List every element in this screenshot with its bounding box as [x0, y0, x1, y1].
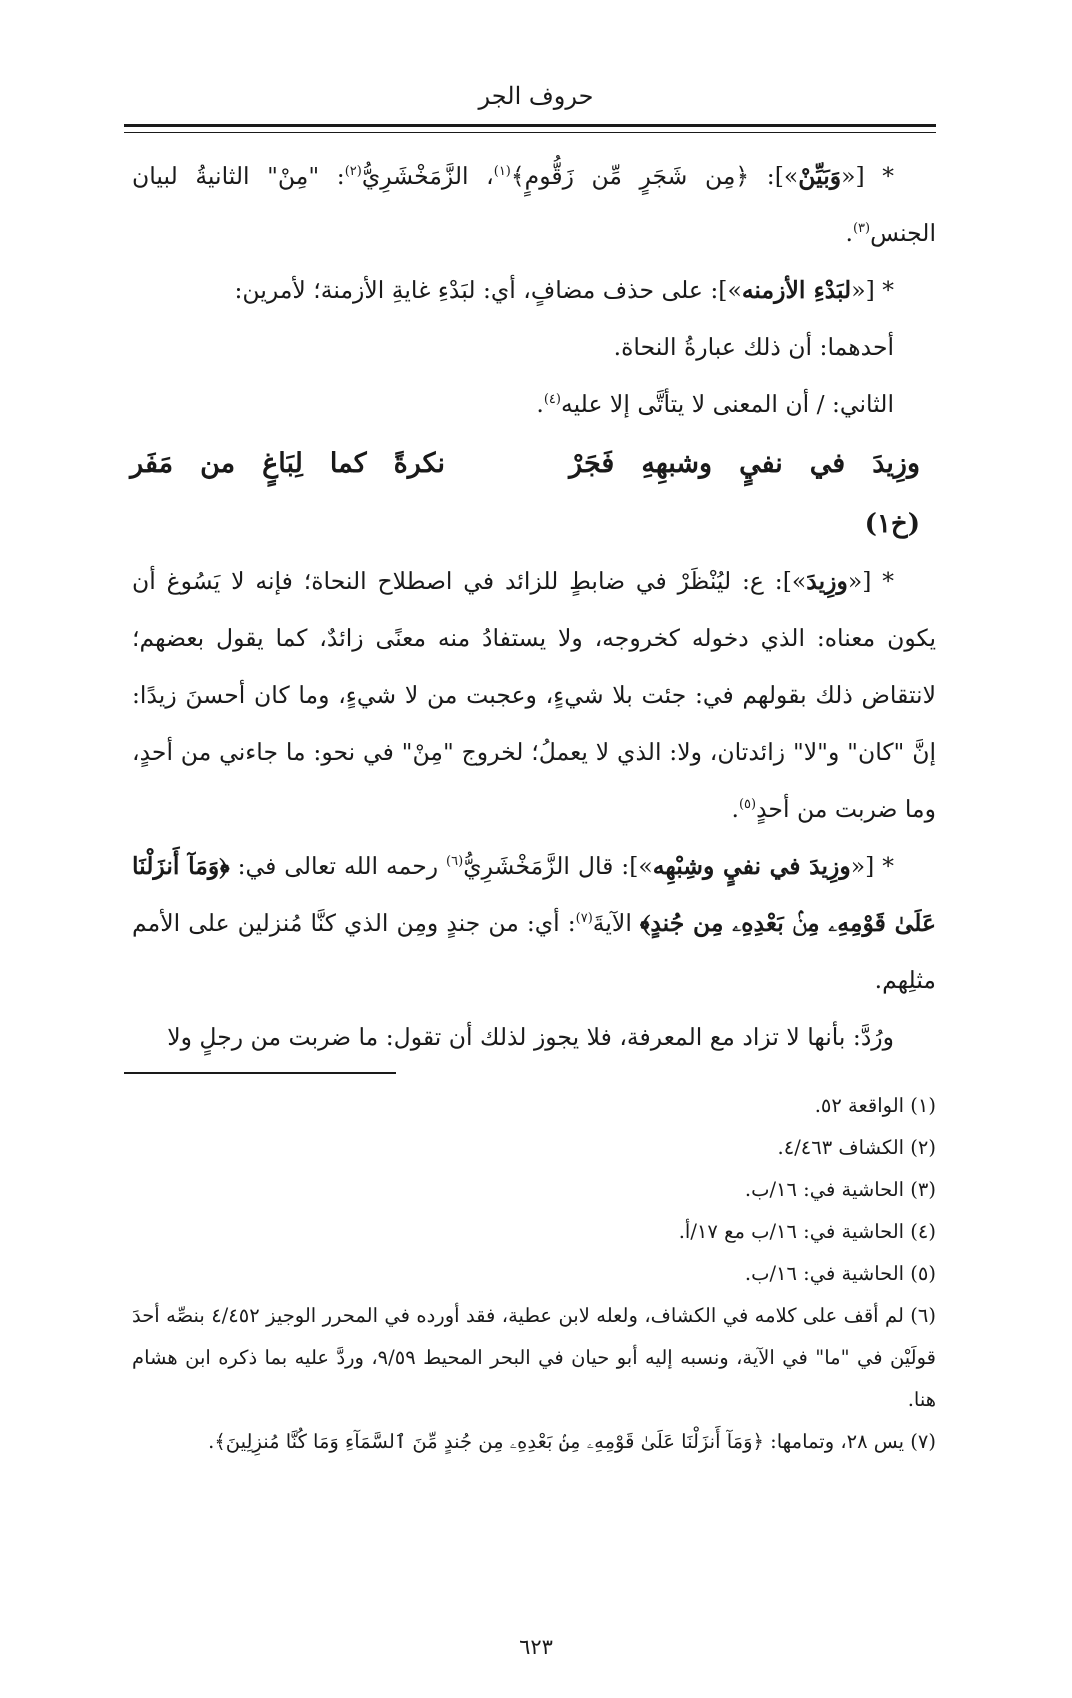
- text-run: : أي: من جندٍ ومِن الذي كنَّا مُنزلين على الأمم مثلِهم.: [132, 909, 936, 994]
- footnote-3: (٣) الحاشية في: ١٦/ب.: [744, 1178, 936, 1201]
- header-rule-thick: [124, 124, 936, 127]
- verse-word: فَجَرْ: [569, 448, 615, 479]
- verse-word: وزِيدَ: [872, 448, 920, 479]
- entry-keyword: وزِيدَ: [806, 567, 848, 595]
- footnote-ref[interactable]: (٥): [738, 797, 757, 813]
- text-run: .: [731, 795, 739, 823]
- verse-word: لِبَاغٍ: [262, 448, 303, 479]
- text-run: * [«: [850, 852, 894, 880]
- verse-word: في: [809, 448, 846, 479]
- page-number: ٦٢٣: [519, 1635, 553, 1659]
- paragraph-1: [132, 148, 936, 262]
- verse-word: من: [200, 448, 236, 479]
- footnote-ref[interactable]: (٧): [575, 911, 593, 927]
- text-run: * [«: [841, 162, 894, 190]
- text-run: * [«: [847, 567, 894, 595]
- footnote-ref[interactable]: (٢): [344, 164, 362, 180]
- verse-word: نكرةً: [393, 448, 446, 479]
- hemistich-gap: [472, 433, 542, 495]
- text-run: »]: قال الزَّمَخْشَرِيُّ: [463, 852, 653, 880]
- running-title: حروف الجر: [478, 82, 594, 110]
- header-rule-thin: [124, 132, 936, 133]
- footnote-2: (٢) الكشاف ٤/٤٦٣.: [777, 1136, 936, 1159]
- entry-keyword: وَبَيِّنْ: [798, 162, 842, 190]
- main-text: [132, 148, 936, 1066]
- paragraph-2: [132, 262, 936, 319]
- text-run: .: [845, 219, 853, 247]
- verse-word: مَفَر: [130, 448, 174, 479]
- text-run: الآيةَ: [592, 909, 640, 937]
- paragraph-6: [132, 838, 936, 1009]
- paragraph-3: أحدهما: أن ذلك عبارةُ النحاة.: [613, 333, 894, 361]
- entry-keyword: وزِيدَ في نفيٍ وشِبْهِه: [652, 852, 851, 880]
- verse-word: كما: [329, 448, 367, 479]
- verse-word: وشبهِهِ: [641, 448, 713, 479]
- verse-line: [130, 433, 920, 495]
- verse-word: نفيٍ: [739, 448, 783, 479]
- entry-keyword: لبَدْءِ الأزمنه: [741, 276, 852, 304]
- footnote-5: (٥) الحاشية في: ١٦/ب.: [744, 1262, 936, 1285]
- text-run: »]: ﴿مِن شَجَرٍ مِّن زَقُّومٍ﴾: [510, 162, 799, 190]
- quran-quote: ﴿وَمَآ أَنزَلْنَا عَلَىٰ قَوْمِهِۦ مِنۢ بَعْدِهِۦ مِن جُندٍ﴾: [132, 852, 936, 937]
- footnote-1: (١) الواقعة ٥٢.: [814, 1094, 936, 1117]
- text-run: * [«: [851, 276, 894, 304]
- footnote-ref[interactable]: (٣): [852, 221, 871, 237]
- text-run: ، الزَّمَخْشَرِيُّ: [361, 162, 494, 190]
- paragraph-7: ورُدَّ: بأنها لا تزاد مع المعرفة، فلا يجوز لذلك أن تقول: ما ضربت من رجلٍ ولا: [167, 1023, 894, 1051]
- text-run: .: [536, 390, 544, 418]
- footnote-4: (٤) الحاشية في: ١٦/ب مع ١٧/أ.: [678, 1220, 936, 1243]
- footnote-7: (٧) يس ٢٨، وتمامها: ﴿وَمَآ أَنزَلْنَا عَلَىٰ قَوْمِهِۦ مِنۢ بَعْدِهِۦ مِن جُندٍ مِّنَ ٱلسَّمَآءِ وَمَا كُنَّا مُنزِلِينَ﴾.: [208, 1430, 936, 1453]
- footnote-ref[interactable]: (٦): [446, 854, 464, 870]
- paragraph-5: [132, 553, 936, 838]
- footnote-ref[interactable]: (١): [493, 164, 511, 180]
- text-run: »]: ع: ليُنْظَرْ في ضابطٍ للزائد في اصطلاح النحاة؛ فإنه لا يَسُوغ أن يكون معناه: الذي دخوله كخروجه، ولا يستفادُ منه معنًى زائدٌ، كما يقول بعضهم؛ لانتقاض ذلك بقولهم في: جئت بلا شيءٍ، وعجبت من لا شيءٍ، وما كان أحسنَ زيدًا: إنَّ "كان" و"لا" زائدتان، ولا: الذي لا يعملُ؛ لخروج "مِنْ" في نحو: ما جاءني من أحدٍ، وما ضربت من أحدٍ: [132, 567, 936, 823]
- verse-source-note: (خ١): [864, 509, 920, 539]
- footnote-separator: [124, 1072, 396, 1074]
- text-run: الثاني: / أن المعنى لا يتأتَّى إلا عليه: [560, 390, 894, 418]
- text-run: رحمه الله تعالى في:: [229, 852, 447, 880]
- footnote-6: (٦) لم أقف على كلامه في الكشاف، ولعله لابن عطية، فقد أورده في المحرر الوجيز ٤/٤٥٢ بنصِّه أحدَ قولَيْن في "ما" في الآية، ونسبه إليه أبو حيان في البحر المحيط ٩/٥٩، وردَّ عليه بما ذكره ابن هشام هنا.: [132, 1304, 937, 1411]
- paragraph-4: [132, 376, 936, 433]
- footnotes: [132, 1085, 936, 1463]
- footnote-ref[interactable]: (٤): [543, 392, 561, 408]
- text-run: »]: على حذف مضافٍ، أي: لبَدْءِ غايةِ الأزمنة؛ لأمرين:: [234, 276, 742, 304]
- text-run: : "مِنْ" الثانيةُ لبيان الجنس: [132, 162, 936, 247]
